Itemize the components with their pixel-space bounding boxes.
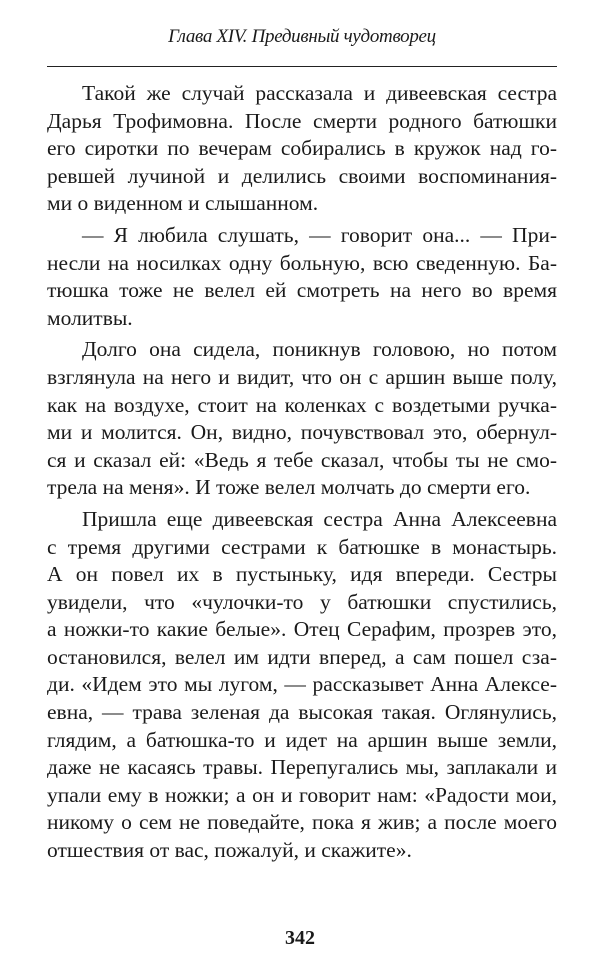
text-line: тюшка тоже не велел ей смотреть на него во время <box>47 278 557 303</box>
text-line: с тремя другими сестрами к батюшке в монастырь. <box>47 534 557 559</box>
text-line: ми о виденном и слышанном. <box>47 191 319 216</box>
text-line: ревшей лучиной и делились своими воспоминания- <box>47 163 557 188</box>
header-rule <box>47 66 557 67</box>
text-line: евна, — трава зеленая да высокая такая. Оглянулись, <box>47 700 557 725</box>
paragraph <box>47 506 557 865</box>
text-line: А он повел их в пустыньку, идя впереди. Сестры <box>47 562 557 587</box>
running-header: Глава XIV. Предивный чудотворец <box>168 26 436 47</box>
text-line: — Я любила слушать, — говорит она... — При- <box>82 222 557 247</box>
paragraph <box>47 336 557 502</box>
text-line: трела на меня». И тоже велел молчать до смерти его. <box>47 475 531 500</box>
text-line: остановился, велел им идти вперед, а сам пошел сза- <box>47 644 557 669</box>
text-line: отшествия от вас, пожалуй, и скажите». <box>47 838 412 863</box>
text-line: ми и молится. Он, видно, почувствовал это, обернул- <box>47 420 557 445</box>
text-line: молитвы. <box>47 305 133 330</box>
text-line: ся и сказал ей: «Ведь я тебе сказал, чтобы ты не смо- <box>47 447 557 472</box>
text-line: Дарья Трофимовна. После смерти родного батюшки <box>47 108 557 133</box>
text-line: как на воздухе, стоит на коленках с воздетыми ручка- <box>47 392 557 417</box>
text-line: увидели, что «чулочки-то у батюшки спустились, <box>47 589 557 614</box>
paragraph <box>47 222 557 332</box>
text-line: Такой же случай рассказала и дивеевская сестра <box>82 81 557 105</box>
text-line: Пришла еще дивеевская сестра Анна Алексеевна <box>82 506 557 531</box>
text-line: никому о сем не поведайте, пока я жив; а после моего <box>47 810 557 835</box>
text-line: ди. «Идем это мы лугом, — рассказывет Анна Алексе- <box>47 672 557 697</box>
page-number: 342 <box>285 927 315 949</box>
text-line: Долго она сидела, поникнув головою, но потом <box>82 337 557 362</box>
text-line: упали ему в ножки; а он и говорит нам: «Радости мои, <box>47 782 557 807</box>
text-line: взглянула на него и видит, что он с аршин выше полу, <box>47 364 557 389</box>
text-line: а ножки-то какие белые». Отец Серафим, прозрев это, <box>47 617 557 642</box>
text-line: несли на носилках одну больную, всю сведенную. Ба- <box>47 250 557 275</box>
text-line: его сиротки по вечерам собирались в кружок над го- <box>47 136 557 161</box>
text-line: даже не касаясь травы. Перепугались мы, заплакали и <box>47 755 557 780</box>
body-text <box>47 80 557 869</box>
text-line: глядим, а батюшка-то и идет на аршин выше земли, <box>47 727 557 752</box>
paragraph <box>47 80 557 218</box>
